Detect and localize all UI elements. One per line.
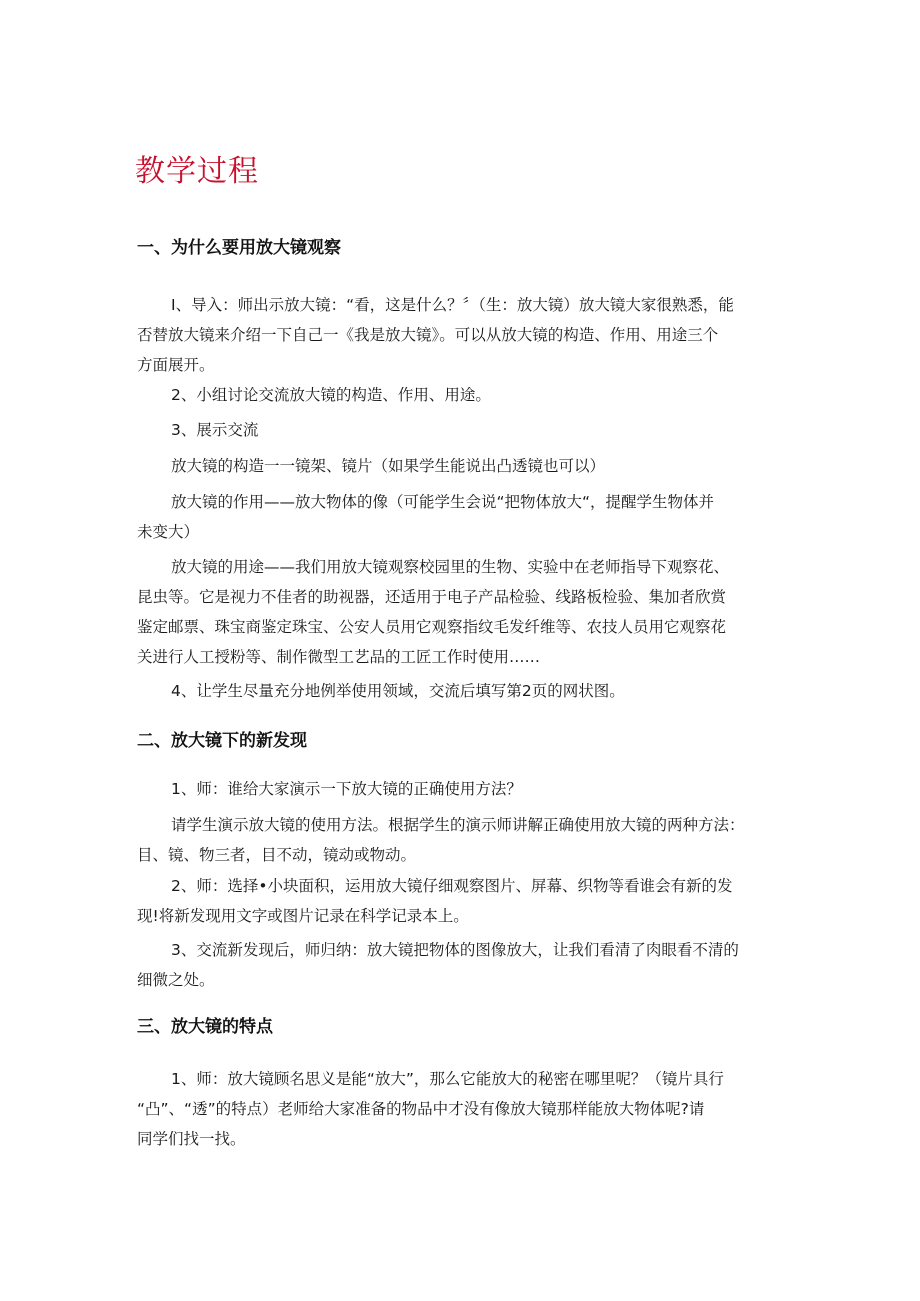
text-line: 1、师：放大镜顾名思义是能“放大”，那么它能放大的秘密在哪里呢？（镜片具行 [171, 1070, 724, 1088]
text-line: 目、镜、物三者，目不动，镜动或物动。 [137, 846, 417, 864]
paragraph-1-7 [137, 676, 797, 706]
paragraph-1-6 [137, 552, 797, 672]
text-line: 昆虫等。它是视力不佳者的助视器，还适用于电子产品检验、线路板检验、集加者欣赏 [137, 588, 727, 606]
text-line: 同学们找一找。 [137, 1130, 246, 1148]
text-line: 3、展示交流 [171, 421, 259, 439]
paragraph-1-2 [137, 380, 797, 410]
text-line: 关进行人工授粉等、制作微型工艺品的工匠工作时使用…… [137, 648, 541, 666]
text-line: 1、师：谁给大家演示一下放大镜的正确使用方法？ [171, 780, 522, 798]
paragraph-2-1 [137, 774, 797, 804]
paragraph-1-1 [137, 290, 797, 380]
text-line: 放大镜的用途——我们用放大镜观察校园里的生物、实验中在老师指导下观察花、 [171, 558, 730, 576]
paragraph-2-4 [137, 935, 797, 995]
text-line: 放大镜的作用——放大物体的像（可能学生会说“把物体放大“，提醒学生物体并 [171, 493, 715, 511]
text-line: 请学生演示放大镜的使用方法。根据学生的演示师讲解正确使用放大镜的两种方法： [171, 816, 745, 834]
paragraph-1-4 [137, 451, 797, 481]
section-heading-2: 二、放大镜下的新发现 [137, 731, 307, 751]
text-line: 方面展开。 [137, 356, 215, 374]
section-heading-1: 一、为什么要用放大镜观察 [137, 238, 341, 258]
paragraph-2-3 [137, 871, 797, 931]
text-line: 否替放大镜来介绍一下自己一《我是放大镜》。可以从放大镜的构造、作用、用途三个 [137, 326, 719, 344]
text-line: 3、交流新发现后，师归纳：放大镜把物体的图像放大，让我们看清了肉眼看不清的 [171, 941, 739, 959]
section-heading-3: 三、放大镜的特点 [137, 1017, 273, 1037]
paragraph-1-5 [137, 487, 797, 547]
page-title: 教学过程 [135, 154, 259, 189]
text-line: I、导入：师出示放大镜：“看，这是什么？〞（生：放大镜）放大镜大家很熟悉，能 [171, 296, 734, 314]
text-line: 2、小组讨论交流放大镜的构造、作用、用途。 [171, 386, 491, 404]
paragraph-1-3 [137, 415, 797, 445]
text-line: 未变大） [137, 523, 200, 541]
text-line: 放大镜的构造一一镜架、镜片（如果学生能说出凸透镜也可以） [171, 457, 606, 475]
text-line: 2、师：选择•小块面积，运用放大镜仔细观察图片、屏幕、织物等看谁会有新的发 [171, 877, 733, 895]
paragraph-2-2 [137, 810, 797, 870]
text-line: 现!将新发现用文字或图片记录在科学记录本上。 [137, 907, 469, 925]
text-line: 4、让学生尽量充分地例举使用领域，交流后填写第2页的网状图。 [171, 682, 625, 700]
text-line: 鉴定邮票、珠宝商鉴定珠宝、公安人员用它观察指纹毛发纤维等、农技人员用它观察花 [137, 618, 727, 636]
paragraph-3-1 [137, 1064, 797, 1154]
text-line: 细微之处。 [137, 971, 215, 989]
text-line: “凸”、“透”的特点）老师给大家准备的物品中才没有像放大镜那样能放大物体呢?请 [137, 1100, 705, 1118]
